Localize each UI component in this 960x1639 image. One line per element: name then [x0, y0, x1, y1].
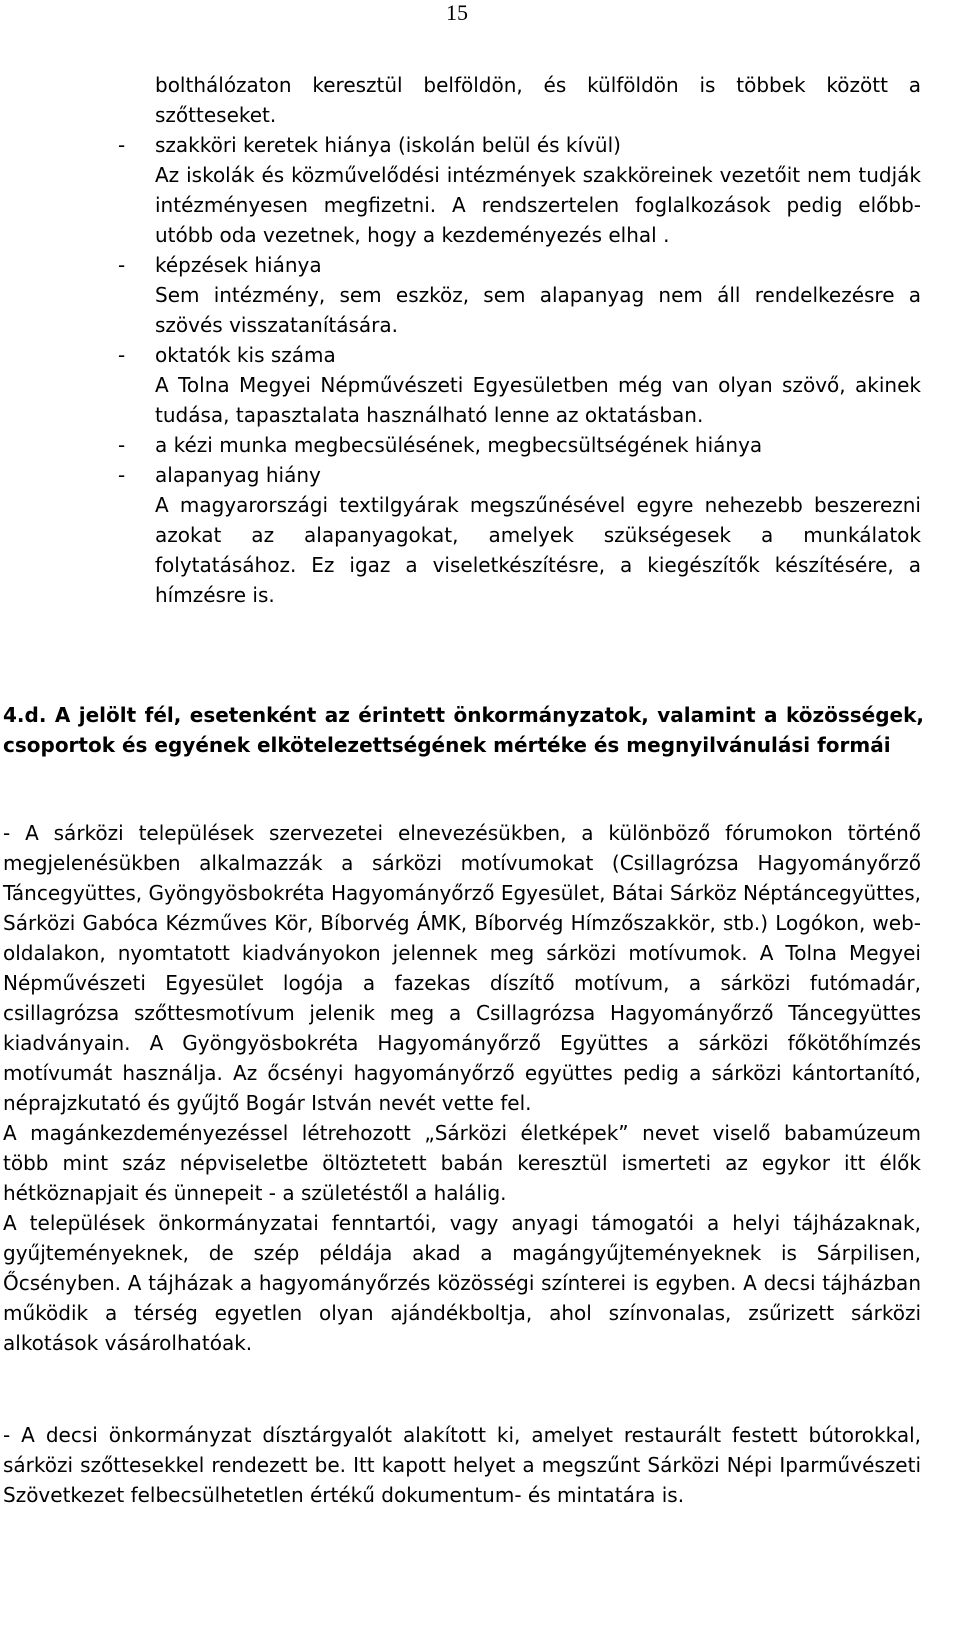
list-item	[118, 460, 921, 490]
list-item-body: A Tolna Megyei Népművészeti Egyesületben még van olyan szövő, akinek tudása, tapasztalata használható lenne az oktatásban.	[155, 373, 921, 427]
list-item	[118, 340, 921, 370]
section-heading: 4.d. A jelölt fél, esetenként az érintett önkormányzatok, valamint a közösségek, csoportok és egyének elkötelezettségének mértéke és megnyilvánulási formái	[3, 703, 924, 757]
list-item	[118, 250, 921, 280]
closing-section	[0, 1420, 921, 1510]
list-item	[118, 430, 921, 460]
list-item-title: a kézi munka megbecsülésének, megbecsültségének hiánya	[155, 433, 763, 457]
body-paragraph: A magánkezdeményezéssel létrehozott „Sárközi életképek” nevet viselő babamúzeum több mint száz népviseletbe öltöztetett babán keresztül ismerteti az egykor itt élők hétköznapjait és ünnepeit - a születéstől a halálig.	[3, 1121, 921, 1205]
list-dash: -	[118, 253, 126, 277]
body-paragraph: A települések önkormányzatai fenntartói, vagy anyagi támogatói a helyi tájházaknak, gyűjteményeknek, de szép példája akad a magángyűjteményeknek is Sárpilisen, Őcsényben. A tájházak a hagyományőrzés közösségi színterei is egyben. A decsi tájházban működik a térség egyetlen olyan ajándékboltja, ahol színvonalas, zsűrizett sárközi alkotások vásárolhatóak.	[3, 1211, 921, 1355]
body-paragraph: - A sárközi települések szervezetei elnevezésükben, a különböző fórumokon történő megjelenésükben alkalmazzák a sárközi motívumokat (Csillagrózsa Hagyományőrző Táncegyüttes, Gyöngyösbokréta Hagyományőrző Egyesület, Bátai Sárköz Néptáncegyüttes, Sárközi Gabóca Kézműves Kör, Bíborvég ÁMK, Bíborvég Hímzőszakkör, stb.) Logókon, web-oldalakon, nyomtatott kiadványokon jelennek meg sárközi motívumok. A Tolna Megyei Népművészeti Egyesület logója a fazekas díszítő motívum, a sárközi futómadár, csillagrózsa szőttesmotívum jelenik meg a Csillagrózsa Hagyományőrző Táncegyüttes kiadványain. A Gyöngyösbokréta Hagyományőrző Együttes a sárközi főkötőhímzés motívumát használja. Az őcsényi hagyományőrző együttes pedig a sárközi kántortanító, néprajzkutató és gyűjtő Bogár István nevét vette fel.	[3, 821, 921, 1115]
list-dash: -	[118, 343, 126, 367]
list-intro-text: bolthálózaton keresztül belföldön, és külföldön is többek között a szőtteseket.	[155, 73, 921, 127]
list-item-title: képzések hiánya	[155, 253, 322, 277]
list-item-title: szakköri keretek hiánya (iskolán belül és kívül)	[155, 133, 621, 157]
list-dash: -	[118, 133, 126, 157]
list-item	[118, 130, 921, 160]
list-item-body: Az iskolák és közművelődési intézmények szakköreinek vezetőit nem tudják intézményesen megfizetni. A rendszertelen foglalkozások pedig előbb-utóbb oda vezetnek, hogy a kezdeményezés elhal .	[155, 163, 921, 247]
main-text-section	[0, 818, 921, 1358]
list-dash: -	[118, 463, 126, 487]
list-dash: -	[118, 433, 126, 457]
shortcomings-list-section	[118, 70, 921, 610]
list-item-title: alapanyag hiány	[155, 463, 321, 487]
page-number: 15	[446, 0, 468, 25]
list-item-title: oktatók kis száma	[155, 343, 336, 367]
list-item-body: Sem intézmény, sem eszköz, sem alapanyag nem áll rendelkezésre a szövés visszatanítására.	[155, 283, 921, 337]
list-item-body: A magyarországi textilgyárak megszűnésével egyre nehezebb beszerezni azokat az alapanyagokat, amelyek szükségesek a munkálatok folytatásához. Ez igaz a viseletkészítésre, a kiegészítők készítésére, a hímzésre is.	[155, 493, 921, 607]
closing-paragraph: - A decsi önkormányzat dísztárgyalót alakított ki, amelyet restaurált festett bútorokkal, sárközi szőttesekkel rendezett be. Itt kapott helyet a megszűnt Sárközi Népi Iparművészeti Szövetkezet felbecsülhetetlen értékű dokumentum- és mintatára is.	[3, 1423, 921, 1507]
